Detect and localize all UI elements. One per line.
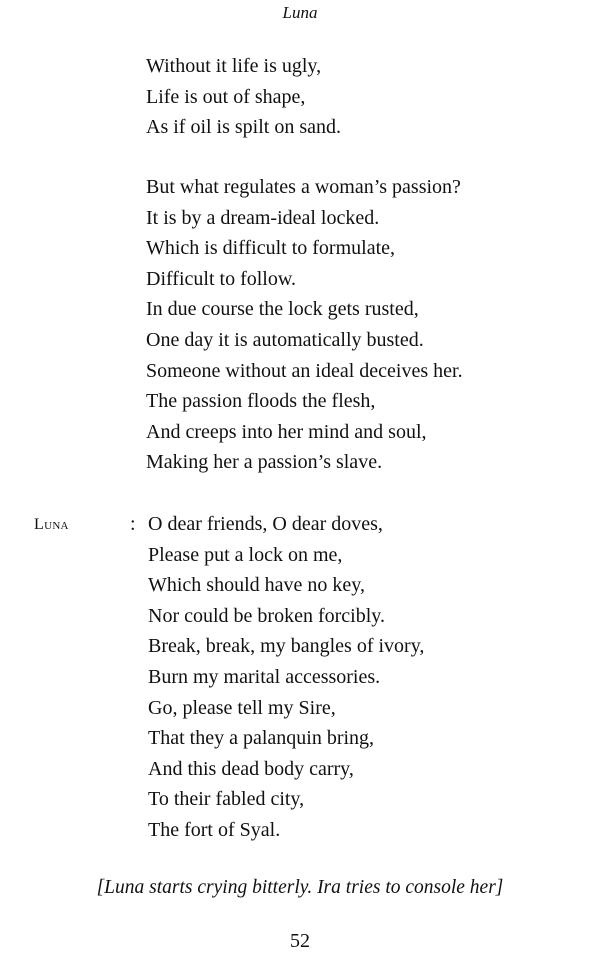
verse-line: And this dead body carry, bbox=[148, 757, 354, 780]
verse-line: One day it is automatically busted. bbox=[146, 328, 424, 351]
verse-line: Someone without an ideal deceives her. bbox=[146, 359, 463, 382]
verse-line: It is by a dream-ideal locked. bbox=[146, 206, 380, 229]
verse-line: O dear friends, O dear doves, bbox=[148, 513, 383, 535]
verse-line: To their fabled city, bbox=[148, 788, 305, 811]
verse-line: Please put a lock on me, bbox=[148, 543, 343, 566]
verse-line: The passion floods the flesh, bbox=[146, 390, 376, 413]
verse-line: Without it life is ugly, bbox=[146, 55, 322, 77]
running-head: Luna bbox=[282, 3, 318, 22]
verse-line: Break, break, my bangles of ivory, bbox=[148, 635, 425, 658]
verse-line: Making her a passion’s slave. bbox=[146, 451, 383, 474]
verse-line: As if oil is spilt on sand. bbox=[146, 116, 342, 139]
speech-stanza bbox=[148, 509, 424, 846]
page-number: 52 bbox=[290, 930, 310, 952]
verse-line: Life is out of shape, bbox=[146, 85, 306, 108]
verse-line: The fort of Syal. bbox=[148, 818, 281, 841]
stanza bbox=[146, 51, 341, 143]
verse-line: Which should have no key, bbox=[148, 574, 365, 597]
verse-line: Which is difficult to formulate, bbox=[146, 237, 396, 260]
verse-line: But what regulates a woman’s passion? bbox=[146, 176, 461, 198]
verse-line: In due course the lock gets rusted, bbox=[146, 298, 419, 321]
speaker-name: Luna bbox=[34, 516, 69, 533]
speaker-separator: : bbox=[130, 513, 136, 535]
verse-line: Nor could be broken forcibly. bbox=[148, 604, 385, 627]
verse-line: Burn my marital accessories. bbox=[148, 665, 381, 688]
verse-line: Difficult to follow. bbox=[146, 267, 296, 290]
stanza bbox=[146, 172, 463, 478]
verse-line: Go, please tell my Sire, bbox=[148, 696, 336, 719]
stage-direction: [Luna starts crying bitterly. Ira tries to console her] bbox=[96, 877, 504, 898]
verse-line: That they a palanquin bring, bbox=[148, 727, 375, 750]
verse-line: And creeps into her mind and soul, bbox=[146, 420, 427, 443]
